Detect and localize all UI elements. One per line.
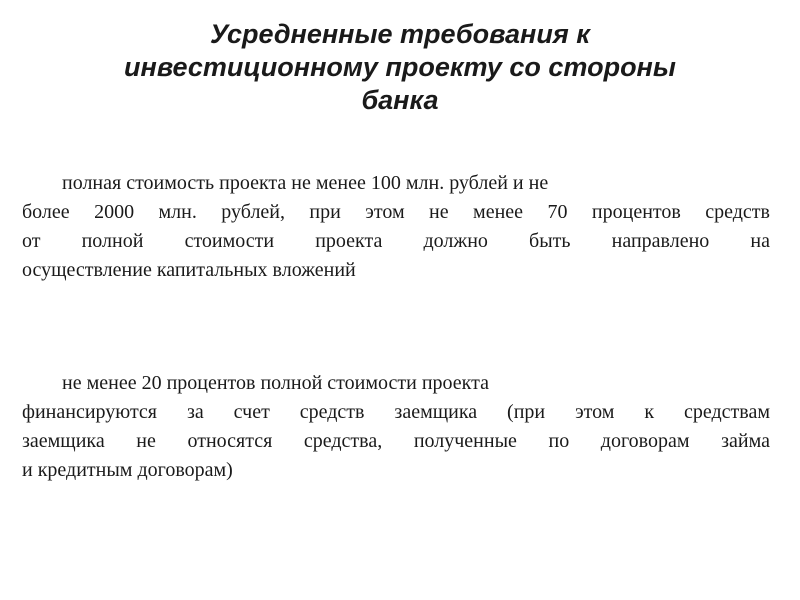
paragraph-line: финансируются за счет средств заемщика (при этом к средствам	[22, 401, 770, 423]
title-line: инвестиционному проекту со стороны	[124, 52, 676, 82]
paragraph-line: и кредитным договорам)	[22, 459, 233, 481]
paragraph-line: от полной стоимости проекта должно быть направлено на	[22, 230, 770, 252]
requirement-paragraph-financing	[22, 369, 770, 485]
slide-title	[50, 18, 750, 117]
paragraph-line: более 2000 млн. рублей, при этом не менее 70 процентов средств	[22, 201, 770, 223]
title-line: банка	[361, 85, 439, 115]
requirement-paragraph-cost	[22, 169, 770, 285]
paragraph-line: полная стоимость проекта не менее 100 млн. рублей и не	[62, 172, 549, 194]
paragraph-line: не менее 20 процентов полной стоимости проекта	[62, 372, 489, 394]
paragraph-line: осуществление капитальных вложений	[22, 259, 356, 281]
title-line: Усредненные требования к	[210, 19, 590, 49]
paragraph-line: заемщика не относятся средства, полученные по договорам займа	[22, 430, 770, 452]
